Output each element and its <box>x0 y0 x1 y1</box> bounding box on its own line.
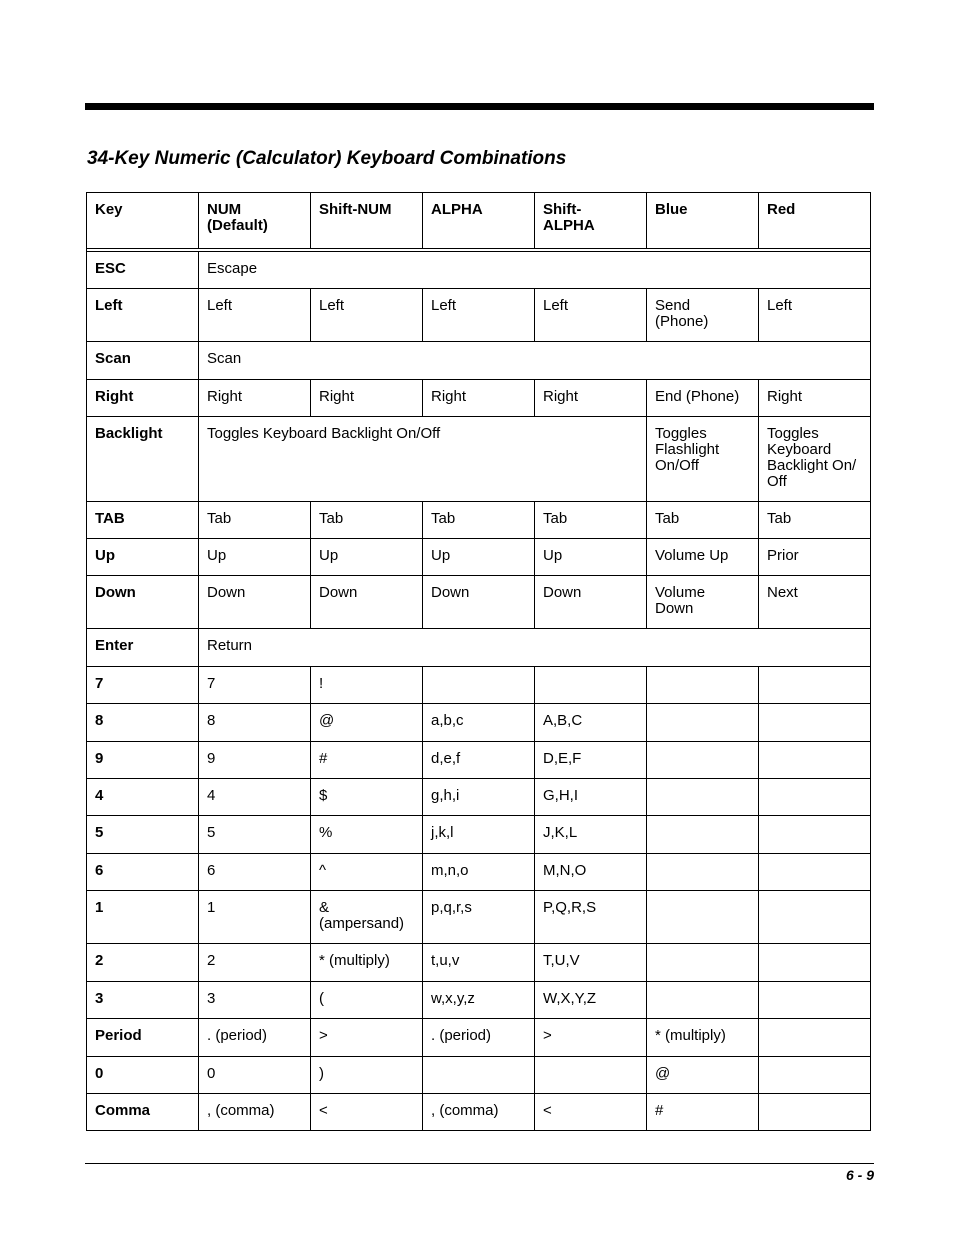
table-row <box>87 816 871 854</box>
table-row <box>87 891 871 944</box>
key-cell: 2 <box>87 944 199 982</box>
cell-shift-alpha: Tab <box>535 502 647 539</box>
cell-red <box>759 1094 871 1131</box>
cell-blue <box>647 944 759 982</box>
table-row <box>87 417 871 502</box>
cell-num: Left <box>199 289 311 342</box>
table-row <box>87 539 871 576</box>
cell-num: Scan <box>199 342 871 380</box>
keyboard-combinations-table <box>86 192 871 1131</box>
cell-alpha: t,u,v <box>423 944 535 982</box>
cell-num: 2 <box>199 944 311 982</box>
cell-alpha: . (period) <box>423 1019 535 1057</box>
cell-num: 8 <box>199 704 311 742</box>
cell-shift-alpha: Right <box>535 380 647 417</box>
cell-alpha: g,h,i <box>423 779 535 816</box>
cell-shift-num: ) <box>311 1057 423 1094</box>
table-row <box>87 576 871 629</box>
cell-blue: Volume Down <box>647 576 759 629</box>
table-row <box>87 704 871 742</box>
cell-shift-alpha: > <box>535 1019 647 1057</box>
cell-red <box>759 944 871 982</box>
cell-blue: Send (Phone) <box>647 289 759 342</box>
table-row <box>87 982 871 1019</box>
key-cell: 9 <box>87 742 199 779</box>
cell-num: Toggles Keyboard Backlight On/Off <box>199 417 647 502</box>
cell-num: 0 <box>199 1057 311 1094</box>
table-row <box>87 289 871 342</box>
cell-shift-num: # <box>311 742 423 779</box>
cell-red <box>759 1019 871 1057</box>
cell-shift-alpha: < <box>535 1094 647 1131</box>
cell-red: Tab <box>759 502 871 539</box>
key-cell: Comma <box>87 1094 199 1131</box>
cell-shift-alpha: W,X,Y,Z <box>535 982 647 1019</box>
table-row <box>87 1094 871 1131</box>
cell-blue: # <box>647 1094 759 1131</box>
key-cell: Left <box>87 289 199 342</box>
cell-shift-num: * (multiply) <box>311 944 423 982</box>
cell-red <box>759 1057 871 1094</box>
cell-num: 4 <box>199 779 311 816</box>
cell-shift-alpha: J,K,L <box>535 816 647 854</box>
cell-shift-num: Right <box>311 380 423 417</box>
cell-shift-alpha: Left <box>535 289 647 342</box>
cell-num: , (comma) <box>199 1094 311 1131</box>
key-cell: 6 <box>87 854 199 891</box>
cell-num: 3 <box>199 982 311 1019</box>
cell-shift-alpha: T,U,V <box>535 944 647 982</box>
table-row <box>87 742 871 779</box>
cell-num: Up <box>199 539 311 576</box>
cell-shift-num: ^ <box>311 854 423 891</box>
cell-num: Escape <box>199 252 871 289</box>
table-row <box>87 380 871 417</box>
key-cell: Scan <box>87 342 199 380</box>
cell-num: 9 <box>199 742 311 779</box>
cell-num: Return <box>199 629 871 667</box>
key-cell: 1 <box>87 891 199 944</box>
cell-shift-num: ! <box>311 667 423 704</box>
cell-num: Right <box>199 380 311 417</box>
cell-red: Left <box>759 289 871 342</box>
header-key: Key <box>87 193 199 249</box>
top-rule <box>85 103 874 110</box>
table-row <box>87 944 871 982</box>
key-cell: 8 <box>87 704 199 742</box>
page-title: 34-Key Numeric (Calculator) Keyboard Combinations <box>87 148 567 169</box>
key-cell: Period <box>87 1019 199 1057</box>
cell-shift-alpha: D,E,F <box>535 742 647 779</box>
key-cell: Down <box>87 576 199 629</box>
table-row <box>87 502 871 539</box>
key-cell: 4 <box>87 779 199 816</box>
key-cell: 5 <box>87 816 199 854</box>
key-cell: Backlight <box>87 417 199 502</box>
cell-shift-num: Left <box>311 289 423 342</box>
header-row <box>87 193 871 249</box>
cell-shift-num: < <box>311 1094 423 1131</box>
key-cell: Enter <box>87 629 199 667</box>
header-shift-alpha: Shift- ALPHA <box>535 193 647 249</box>
header-alpha: ALPHA <box>423 193 535 249</box>
cell-alpha <box>423 667 535 704</box>
header-shift-num: Shift-NUM <box>311 193 423 249</box>
cell-blue <box>647 816 759 854</box>
cell-shift-num: Up <box>311 539 423 576</box>
cell-red <box>759 854 871 891</box>
cell-shift-alpha <box>535 1057 647 1094</box>
cell-alpha: , (comma) <box>423 1094 535 1131</box>
cell-num: 1 <box>199 891 311 944</box>
cell-alpha <box>423 1057 535 1094</box>
cell-shift-num: @ <box>311 704 423 742</box>
key-cell: 3 <box>87 982 199 1019</box>
cell-num: Down <box>199 576 311 629</box>
cell-alpha: p,q,r,s <box>423 891 535 944</box>
cell-shift-num: $ <box>311 779 423 816</box>
table-row <box>87 779 871 816</box>
cell-red <box>759 779 871 816</box>
table-body <box>87 252 871 1131</box>
table-row <box>87 252 871 289</box>
cell-num: Tab <box>199 502 311 539</box>
cell-alpha: m,n,o <box>423 854 535 891</box>
cell-red: Right <box>759 380 871 417</box>
header-red: Red <box>759 193 871 249</box>
cell-shift-num: Down <box>311 576 423 629</box>
cell-red: Prior <box>759 539 871 576</box>
table-row <box>87 1019 871 1057</box>
cell-red <box>759 704 871 742</box>
key-cell: ESC <box>87 252 199 289</box>
bottom-rule <box>85 1163 874 1164</box>
cell-blue <box>647 667 759 704</box>
key-cell: Right <box>87 380 199 417</box>
cell-alpha: Up <box>423 539 535 576</box>
cell-blue: Tab <box>647 502 759 539</box>
cell-red: Next <box>759 576 871 629</box>
cell-alpha: Left <box>423 289 535 342</box>
cell-alpha: Tab <box>423 502 535 539</box>
table-row <box>87 854 871 891</box>
cell-num: 7 <box>199 667 311 704</box>
key-cell: Up <box>87 539 199 576</box>
cell-shift-alpha: P,Q,R,S <box>535 891 647 944</box>
cell-shift-alpha <box>535 667 647 704</box>
table-row <box>87 667 871 704</box>
cell-alpha: w,x,y,z <box>423 982 535 1019</box>
cell-alpha: j,k,l <box>423 816 535 854</box>
cell-alpha: Down <box>423 576 535 629</box>
cell-shift-num: > <box>311 1019 423 1057</box>
page-number: 6 - 9 <box>845 1167 874 1183</box>
cell-red <box>759 816 871 854</box>
cell-red <box>759 667 871 704</box>
cell-shift-alpha: Up <box>535 539 647 576</box>
cell-red <box>759 891 871 944</box>
cell-alpha: a,b,c <box>423 704 535 742</box>
cell-shift-alpha: A,B,C <box>535 704 647 742</box>
cell-red <box>759 742 871 779</box>
cell-blue: End (Phone) <box>647 380 759 417</box>
cell-num: 5 <box>199 816 311 854</box>
cell-shift-alpha: Down <box>535 576 647 629</box>
cell-blue <box>647 854 759 891</box>
cell-blue <box>647 982 759 1019</box>
cell-shift-num: Tab <box>311 502 423 539</box>
cell-red <box>759 982 871 1019</box>
cell-red: Toggles Keyboard Backlight On/ Off <box>759 417 871 502</box>
cell-shift-alpha: M,N,O <box>535 854 647 891</box>
cell-alpha: d,e,f <box>423 742 535 779</box>
cell-num: . (period) <box>199 1019 311 1057</box>
table-row <box>87 1057 871 1094</box>
cell-shift-alpha: G,H,I <box>535 779 647 816</box>
cell-blue <box>647 891 759 944</box>
key-cell: TAB <box>87 502 199 539</box>
cell-alpha: Right <box>423 380 535 417</box>
header-num: NUM (Default) <box>199 193 311 249</box>
cell-shift-num: ( <box>311 982 423 1019</box>
table-row <box>87 342 871 380</box>
cell-shift-num: & (ampersand) <box>311 891 423 944</box>
cell-num: 6 <box>199 854 311 891</box>
cell-blue: Volume Up <box>647 539 759 576</box>
table-row <box>87 629 871 667</box>
cell-blue <box>647 704 759 742</box>
cell-blue <box>647 742 759 779</box>
cell-blue: @ <box>647 1057 759 1094</box>
header-blue: Blue <box>647 193 759 249</box>
cell-blue: Toggles Flashlight On/Off <box>647 417 759 502</box>
cell-blue: * (multiply) <box>647 1019 759 1057</box>
cell-shift-num: % <box>311 816 423 854</box>
key-cell: 0 <box>87 1057 199 1094</box>
cell-blue <box>647 779 759 816</box>
key-cell: 7 <box>87 667 199 704</box>
